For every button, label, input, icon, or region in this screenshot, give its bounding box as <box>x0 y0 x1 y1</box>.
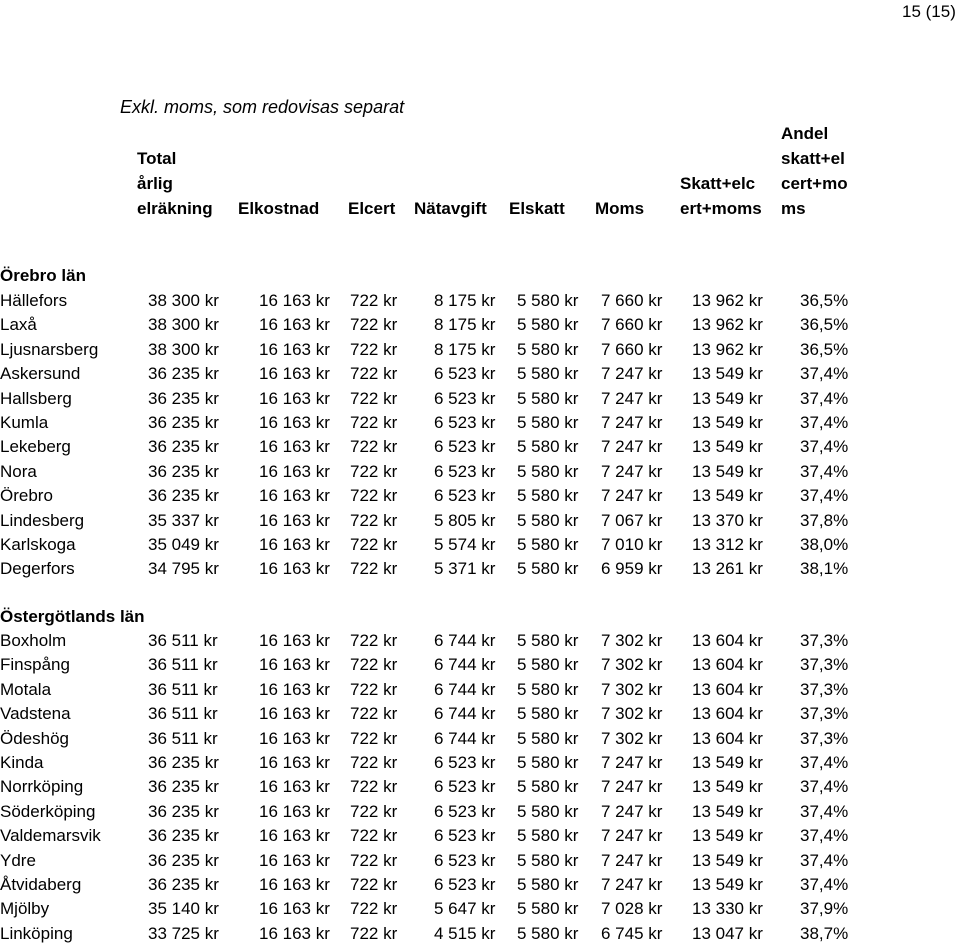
cell-elskatt: 5 580 kr <box>517 704 579 724</box>
cell-moms: 7 247 kr <box>601 461 663 481</box>
cell-total-annual-bill: 36 235 kr <box>148 875 219 894</box>
table-row <box>0 875 960 899</box>
cell-elcert: 722 kr <box>350 388 398 408</box>
cell-elskatt: 5 580 kr <box>517 826 579 846</box>
cell-elskatt: 5 580 kr <box>517 461 579 481</box>
cell-andel: 37,9% <box>800 899 849 919</box>
cell-andel: 37,4% <box>800 826 849 846</box>
cell-moms: 6 959 kr <box>601 559 663 579</box>
cell-elcert: 722 kr <box>350 364 398 384</box>
cell-moms: 7 067 kr <box>601 510 663 530</box>
cell-elkostnad: 16 163 kr <box>259 850 330 870</box>
cell-moms: 7 247 kr <box>601 437 663 457</box>
cell-andel: 37,3% <box>800 679 849 699</box>
cell-municipality: Laxå <box>0 315 37 335</box>
table-row <box>0 631 960 655</box>
cell-moms: 7 660 kr <box>601 315 663 335</box>
cell-andel: 38,7% <box>800 923 849 943</box>
cell-municipality: Kinda <box>0 753 44 772</box>
cell-natavgift: 6 523 kr <box>434 850 496 870</box>
cell-moms: 7 247 kr <box>601 826 663 846</box>
cell-elskatt: 5 580 kr <box>517 655 579 675</box>
cell-total-annual-bill: 36 235 kr <box>148 461 219 481</box>
cell-natavgift: 6 523 kr <box>434 461 496 481</box>
cell-elskatt: 5 580 kr <box>517 679 579 699</box>
section-title-ostergotland: Östergötlands län <box>0 607 145 626</box>
table-row <box>0 777 960 801</box>
cell-skatt-elcert-moms: 13 549 kr <box>692 437 763 457</box>
cell-andel: 37,4% <box>800 413 849 432</box>
page-subtitle: Exkl. moms, som redovisas separat <box>120 97 405 117</box>
cell-elcert: 722 kr <box>350 753 398 772</box>
header-line: cert+mo <box>781 174 848 193</box>
cell-moms: 7 247 kr <box>601 486 663 506</box>
header-line: Elkostnad <box>238 199 320 218</box>
cell-total-annual-bill: 36 235 kr <box>148 413 219 432</box>
cell-skatt-elcert-moms: 13 370 kr <box>692 510 763 530</box>
cell-skatt-elcert-moms: 13 962 kr <box>692 339 763 359</box>
cell-elkostnad: 16 163 kr <box>259 923 330 943</box>
cell-elkostnad: 16 163 kr <box>259 801 330 821</box>
cell-elkostnad: 16 163 kr <box>259 510 330 530</box>
cell-natavgift: 5 371 kr <box>434 559 496 579</box>
cell-total-annual-bill: 38 300 kr <box>148 315 219 335</box>
cell-municipality: Ödeshög <box>0 728 69 748</box>
cell-andel: 37,4% <box>800 364 849 384</box>
cell-andel: 38,0% <box>800 535 849 554</box>
cell-skatt-elcert-moms: 13 604 kr <box>692 728 763 748</box>
cell-elskatt: 5 580 kr <box>517 291 579 310</box>
cell-total-annual-bill: 36 511 kr <box>148 704 218 724</box>
cell-natavgift: 8 175 kr <box>434 291 496 310</box>
cell-total-annual-bill: 35 140 kr <box>148 899 219 919</box>
header-line: ert+moms <box>680 199 762 218</box>
cell-natavgift: 6 744 kr <box>434 655 496 675</box>
cell-natavgift: 5 647 kr <box>434 899 496 919</box>
cell-total-annual-bill: 36 235 kr <box>148 364 219 384</box>
cell-elcert: 722 kr <box>350 486 398 506</box>
cell-andel: 37,4% <box>800 486 849 506</box>
cell-municipality: Åtvidaberg <box>0 875 82 894</box>
cell-skatt-elcert-moms: 13 549 kr <box>692 364 763 384</box>
cell-natavgift: 6 523 kr <box>434 437 496 457</box>
cell-natavgift: 8 175 kr <box>434 315 496 335</box>
cell-total-annual-bill: 33 725 kr <box>148 923 219 943</box>
cell-total-annual-bill: 35 337 kr <box>148 510 219 530</box>
cell-andel: 37,4% <box>800 777 849 797</box>
cell-total-annual-bill: 36 511 kr <box>148 728 218 748</box>
header-total-annual-bill <box>137 146 213 221</box>
cell-moms: 7 247 kr <box>601 801 663 821</box>
cell-elskatt: 5 580 kr <box>517 777 579 797</box>
cell-skatt-elcert-moms: 13 549 kr <box>692 801 763 821</box>
cell-natavgift: 6 523 kr <box>434 826 496 846</box>
cell-elcert: 722 kr <box>350 461 398 481</box>
cell-moms: 7 247 kr <box>601 875 663 894</box>
cell-total-annual-bill: 36 235 kr <box>148 753 219 772</box>
header-line: Elcert <box>348 199 396 218</box>
cell-natavgift: 6 744 kr <box>434 631 496 650</box>
table-row <box>0 802 960 826</box>
cell-skatt-elcert-moms: 13 549 kr <box>692 413 763 432</box>
cell-elskatt: 5 580 kr <box>517 631 579 650</box>
cell-skatt-elcert-moms: 13 549 kr <box>692 850 763 870</box>
cell-andel: 37,8% <box>800 510 849 530</box>
page-number: 15 (15) <box>902 2 956 21</box>
header-andel <box>781 121 848 221</box>
cell-elcert: 722 kr <box>350 850 398 870</box>
cell-municipality: Finspång <box>0 655 70 675</box>
cell-total-annual-bill: 36 235 kr <box>148 826 219 846</box>
header-line: Andel <box>781 124 829 143</box>
cell-elkostnad: 16 163 kr <box>259 291 330 310</box>
table-row <box>0 704 960 728</box>
header-natavgift <box>414 196 487 221</box>
cell-municipality: Hallsberg <box>0 388 72 408</box>
cell-moms: 7 302 kr <box>601 655 663 675</box>
cell-elskatt: 5 580 kr <box>517 923 579 943</box>
cell-elcert: 722 kr <box>350 801 398 821</box>
cell-natavgift: 5 805 kr <box>434 510 496 530</box>
cell-moms: 7 247 kr <box>601 753 663 772</box>
cell-elcert: 722 kr <box>350 777 398 797</box>
cell-elcert: 722 kr <box>350 315 398 335</box>
cell-elskatt: 5 580 kr <box>517 315 579 335</box>
header-elskatt <box>509 196 565 221</box>
cell-andel: 37,3% <box>800 728 849 748</box>
header-moms <box>595 196 644 221</box>
cell-elkostnad: 16 163 kr <box>259 559 330 579</box>
cell-elcert: 722 kr <box>350 923 398 943</box>
cell-natavgift: 6 523 kr <box>434 413 496 432</box>
cell-andel: 36,5% <box>800 315 849 335</box>
cell-elkostnad: 16 163 kr <box>259 437 330 457</box>
table-row <box>0 535 960 559</box>
cell-elcert: 722 kr <box>350 875 398 894</box>
cell-natavgift: 6 523 kr <box>434 364 496 384</box>
cell-moms: 7 247 kr <box>601 413 663 432</box>
cell-municipality: Lekeberg <box>0 437 71 457</box>
cell-elcert: 722 kr <box>350 704 398 724</box>
cell-total-annual-bill: 36 235 kr <box>148 777 219 797</box>
cell-moms: 7 302 kr <box>601 631 663 650</box>
cell-elkostnad: 16 163 kr <box>259 704 330 724</box>
cell-skatt-elcert-moms: 13 604 kr <box>692 655 763 675</box>
cell-natavgift: 6 523 kr <box>434 753 496 772</box>
cell-total-annual-bill: 36 235 kr <box>148 437 219 457</box>
cell-elskatt: 5 580 kr <box>517 728 579 748</box>
cell-elcert: 722 kr <box>350 510 398 530</box>
cell-andel: 36,5% <box>800 339 849 359</box>
cell-elkostnad: 16 163 kr <box>259 753 330 772</box>
cell-elskatt: 5 580 kr <box>517 850 579 870</box>
cell-natavgift: 6 744 kr <box>434 704 496 724</box>
cell-total-annual-bill: 38 300 kr <box>148 339 219 359</box>
cell-total-annual-bill: 36 511 kr <box>148 655 218 675</box>
cell-municipality: Hällefors <box>0 291 68 310</box>
cell-total-annual-bill: 35 049 kr <box>148 535 219 554</box>
cell-municipality: Ljusnarsberg <box>0 339 99 359</box>
cell-elkostnad: 16 163 kr <box>259 339 330 359</box>
cell-elskatt: 5 580 kr <box>517 801 579 821</box>
cell-andel: 37,4% <box>800 388 849 408</box>
cell-skatt-elcert-moms: 13 604 kr <box>692 704 763 724</box>
cell-elcert: 722 kr <box>350 631 398 650</box>
cell-elskatt: 5 580 kr <box>517 388 579 408</box>
table-row <box>0 486 960 510</box>
header-line: Moms <box>595 199 645 218</box>
cell-moms: 7 247 kr <box>601 850 663 870</box>
cell-elcert: 722 kr <box>350 826 398 846</box>
cell-total-annual-bill: 36 511 kr <box>148 679 218 699</box>
cell-elkostnad: 16 163 kr <box>259 728 330 748</box>
cell-municipality: Mjölby <box>0 899 50 919</box>
cell-elskatt: 5 580 kr <box>517 339 579 359</box>
cell-elkostnad: 16 163 kr <box>259 875 330 894</box>
header-line: Elskatt <box>509 199 565 218</box>
cell-natavgift: 8 175 kr <box>434 339 496 359</box>
table-row <box>0 511 960 535</box>
cell-skatt-elcert-moms: 13 549 kr <box>692 875 763 894</box>
cell-moms: 7 302 kr <box>601 728 663 748</box>
header-line: årlig <box>137 174 173 193</box>
cell-municipality: Norrköping <box>0 777 84 797</box>
cell-elskatt: 5 580 kr <box>517 437 579 457</box>
cell-elcert: 722 kr <box>350 679 398 699</box>
cell-elkostnad: 16 163 kr <box>259 315 330 335</box>
cell-natavgift: 6 523 kr <box>434 777 496 797</box>
table-row <box>0 559 960 583</box>
header-line: Nätavgift <box>414 199 487 218</box>
cell-andel: 37,3% <box>800 704 849 724</box>
table-row <box>0 729 960 753</box>
cell-elkostnad: 16 163 kr <box>259 413 330 432</box>
cell-elkostnad: 16 163 kr <box>259 486 330 506</box>
table-row <box>0 753 960 777</box>
cell-moms: 7 660 kr <box>601 291 663 310</box>
cell-municipality: Nora <box>0 461 37 481</box>
cell-natavgift: 6 744 kr <box>434 679 496 699</box>
cell-elcert: 722 kr <box>350 339 398 359</box>
cell-andel: 37,3% <box>800 631 849 650</box>
cell-moms: 7 010 kr <box>601 535 663 554</box>
cell-andel: 37,3% <box>800 655 849 675</box>
cell-elskatt: 5 580 kr <box>517 486 579 506</box>
cell-elkostnad: 16 163 kr <box>259 899 330 919</box>
header-line: ms <box>781 199 806 218</box>
cell-elcert: 722 kr <box>350 728 398 748</box>
table-row <box>0 462 960 486</box>
cell-skatt-elcert-moms: 13 261 kr <box>692 559 763 579</box>
table-row <box>0 851 960 875</box>
cell-elskatt: 5 580 kr <box>517 875 579 894</box>
cell-natavgift: 6 523 kr <box>434 801 496 821</box>
cell-moms: 7 028 kr <box>601 899 663 919</box>
cell-natavgift: 6 523 kr <box>434 388 496 408</box>
cell-municipality: Linköping <box>0 923 73 943</box>
cell-elkostnad: 16 163 kr <box>259 826 330 846</box>
table-row <box>0 413 960 437</box>
table-row <box>0 655 960 679</box>
cell-elcert: 722 kr <box>350 559 398 579</box>
cell-elskatt: 5 580 kr <box>517 535 579 554</box>
header-line: skatt+el <box>781 149 845 168</box>
cell-elskatt: 5 580 kr <box>517 559 579 579</box>
cell-total-annual-bill: 36 235 kr <box>148 388 219 408</box>
header-elcert <box>348 196 395 221</box>
cell-municipality: Boxholm <box>0 631 67 650</box>
cell-elkostnad: 16 163 kr <box>259 364 330 384</box>
table-row <box>0 291 960 315</box>
cell-andel: 37,4% <box>800 753 849 772</box>
cell-natavgift: 6 523 kr <box>434 486 496 506</box>
cell-skatt-elcert-moms: 13 549 kr <box>692 777 763 797</box>
table-row <box>0 315 960 339</box>
cell-andel: 37,4% <box>800 437 849 457</box>
cell-natavgift: 4 515 kr <box>434 923 496 943</box>
cell-natavgift: 6 744 kr <box>434 728 496 748</box>
cell-municipality: Karlskoga <box>0 535 76 554</box>
cell-total-annual-bill: 36 235 kr <box>148 801 219 821</box>
cell-municipality: Vadstena <box>0 704 71 724</box>
cell-elkostnad: 16 163 kr <box>259 388 330 408</box>
cell-municipality: Örebro <box>0 486 53 506</box>
cell-total-annual-bill: 38 300 kr <box>148 291 219 310</box>
table-row <box>0 826 960 850</box>
cell-municipality: Lindesberg <box>0 510 85 530</box>
cell-elskatt: 5 580 kr <box>517 364 579 384</box>
cell-elskatt: 5 580 kr <box>517 413 579 432</box>
cell-municipality: Valdemarsvik <box>0 826 101 846</box>
cell-moms: 6 745 kr <box>601 923 663 943</box>
cell-elskatt: 5 580 kr <box>517 510 579 530</box>
cell-skatt-elcert-moms: 13 604 kr <box>692 631 763 650</box>
cell-moms: 7 302 kr <box>601 704 663 724</box>
table-row <box>0 389 960 413</box>
cell-natavgift: 6 523 kr <box>434 875 496 894</box>
cell-skatt-elcert-moms: 13 604 kr <box>692 679 763 699</box>
cell-andel: 37,4% <box>800 461 849 481</box>
cell-elcert: 722 kr <box>350 413 398 432</box>
cell-elcert: 722 kr <box>350 655 398 675</box>
cell-elkostnad: 16 163 kr <box>259 655 330 675</box>
cell-total-annual-bill: 34 795 kr <box>148 559 219 579</box>
cell-total-annual-bill: 36 235 kr <box>148 850 219 870</box>
cell-elkostnad: 16 163 kr <box>259 777 330 797</box>
cell-municipality: Askersund <box>0 364 81 384</box>
cell-moms: 7 247 kr <box>601 388 663 408</box>
cell-moms: 7 247 kr <box>601 777 663 797</box>
table-row <box>0 899 960 923</box>
cell-municipality: Degerfors <box>0 559 75 579</box>
cell-andel: 37,4% <box>800 850 849 870</box>
cell-elkostnad: 16 163 kr <box>259 461 330 481</box>
table-row <box>0 680 960 704</box>
cell-andel: 38,1% <box>800 559 849 579</box>
cell-skatt-elcert-moms: 13 549 kr <box>692 486 763 506</box>
cell-skatt-elcert-moms: 13 549 kr <box>692 826 763 846</box>
cell-total-annual-bill: 36 511 kr <box>148 631 218 650</box>
cell-skatt-elcert-moms: 13 549 kr <box>692 388 763 408</box>
header-skatt-elcert-moms <box>680 171 762 221</box>
cell-andel: 37,4% <box>800 875 849 894</box>
cell-moms: 7 660 kr <box>601 339 663 359</box>
cell-municipality: Söderköping <box>0 801 96 821</box>
cell-moms: 7 247 kr <box>601 364 663 384</box>
table-row <box>0 340 960 364</box>
cell-natavgift: 5 574 kr <box>434 535 496 554</box>
cell-total-annual-bill: 36 235 kr <box>148 486 219 506</box>
cell-elskatt: 5 580 kr <box>517 753 579 772</box>
cell-skatt-elcert-moms: 13 047 kr <box>692 923 763 943</box>
cell-municipality: Ydre <box>0 850 36 870</box>
header-line: elräkning <box>137 199 213 218</box>
cell-elkostnad: 16 163 kr <box>259 631 330 650</box>
cell-elcert: 722 kr <box>350 535 398 554</box>
cell-municipality: Kumla <box>0 413 49 432</box>
cell-elskatt: 5 580 kr <box>517 899 579 919</box>
header-elkostnad <box>238 196 319 221</box>
cell-andel: 37,4% <box>800 801 849 821</box>
section-title-orebro: Örebro län <box>0 266 86 285</box>
header-line: Total <box>137 149 177 168</box>
cell-skatt-elcert-moms: 13 962 kr <box>692 291 763 310</box>
cell-elcert: 722 kr <box>350 437 398 457</box>
cell-elcert: 722 kr <box>350 899 398 919</box>
cell-skatt-elcert-moms: 13 549 kr <box>692 461 763 481</box>
table-row <box>0 924 960 948</box>
cell-elkostnad: 16 163 kr <box>259 535 330 554</box>
cell-andel: 36,5% <box>800 291 849 310</box>
cell-elkostnad: 16 163 kr <box>259 679 330 699</box>
cell-municipality: Motala <box>0 679 52 699</box>
table-row <box>0 364 960 388</box>
header-line: Skatt+elc <box>680 174 756 193</box>
cell-skatt-elcert-moms: 13 549 kr <box>692 753 763 772</box>
cell-skatt-elcert-moms: 13 962 kr <box>692 315 763 335</box>
table-row <box>0 437 960 461</box>
cell-elcert: 722 kr <box>350 291 398 310</box>
cell-skatt-elcert-moms: 13 330 kr <box>692 899 763 919</box>
cell-moms: 7 302 kr <box>601 679 663 699</box>
cell-skatt-elcert-moms: 13 312 kr <box>692 535 763 554</box>
